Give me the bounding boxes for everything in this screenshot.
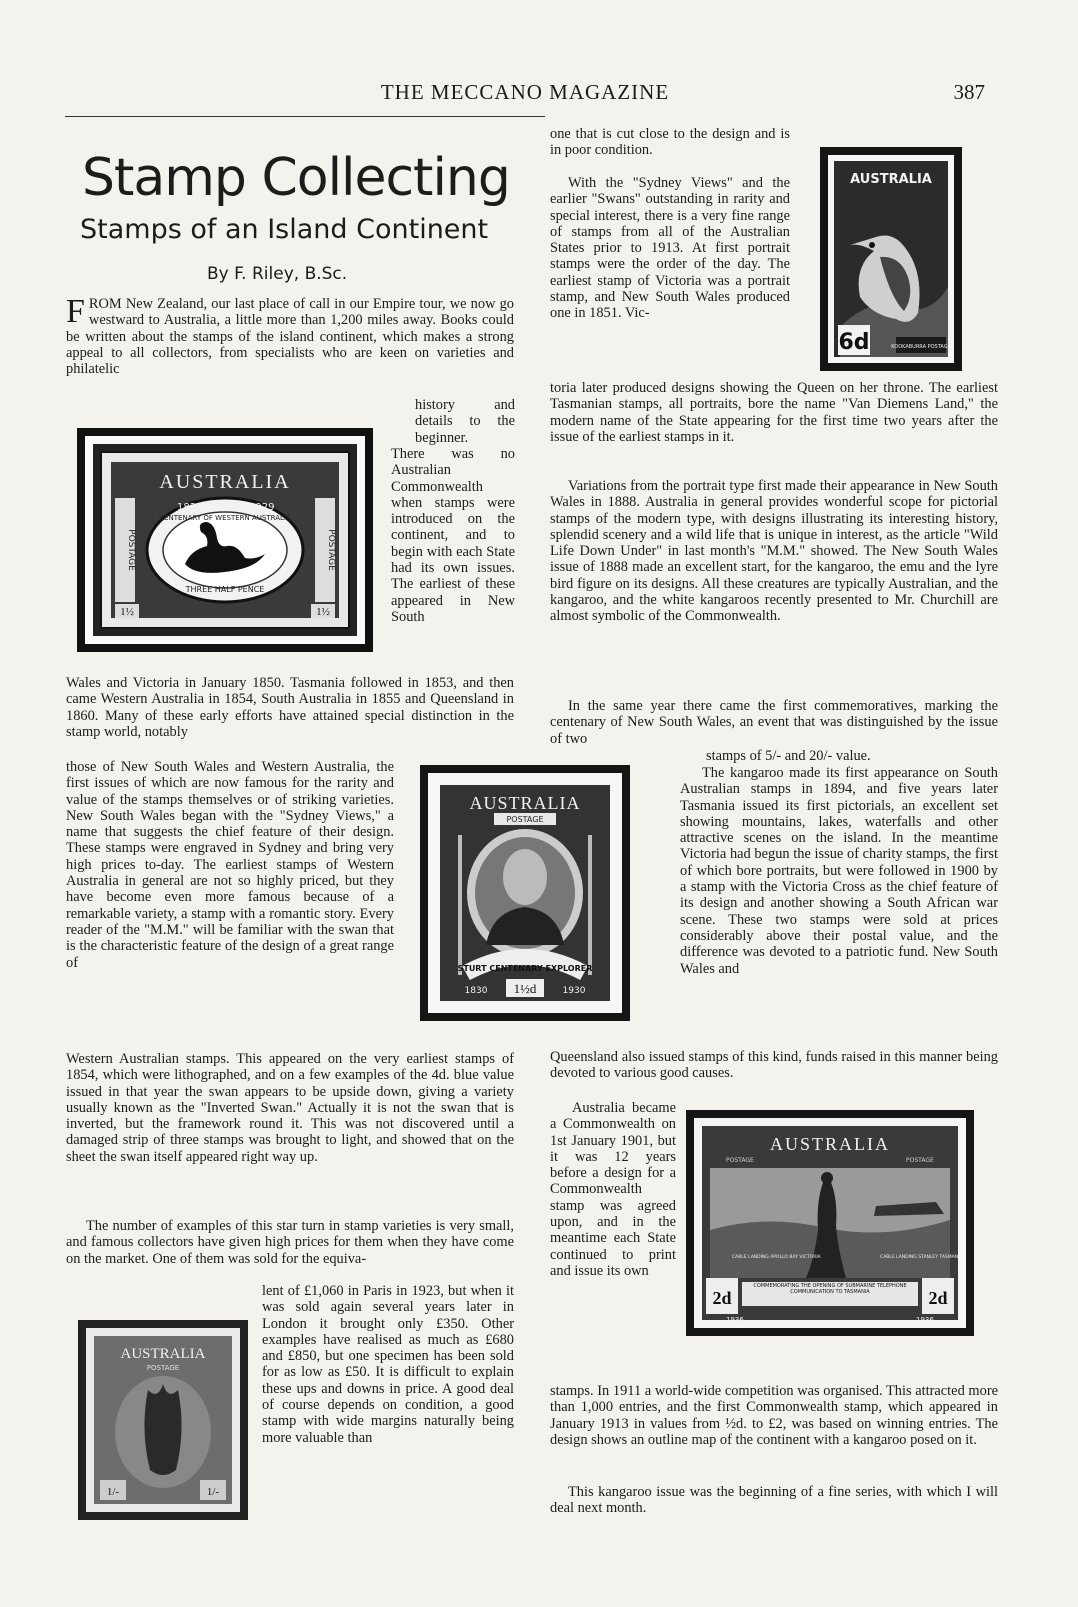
article-byline: By F. Riley, B.Sc. — [207, 264, 348, 284]
paragraph-4: Wales and Victoria in January 1850. Tasmania followed in 1853, and then came Western Australia in 1854, South Australia in 1855 and Queensland in 1860. Many of these early efforts have attained special distinction in the stamp world, notably — [66, 675, 514, 740]
stamp-sturt-year-right: 1930 — [562, 986, 586, 996]
stamp-lyrebird-band: POSTAGE — [146, 1364, 180, 1372]
stamp-swan-right-label: POSTAGE — [326, 529, 336, 571]
stamp-sturt-year-left: 1830 — [464, 986, 488, 996]
stamp-swan-year-right: 1929 — [249, 502, 275, 513]
stamp-swan — [77, 428, 373, 652]
stamp-sturt-band: POSTAGE — [506, 815, 544, 824]
paragraph-6: Western Australian stamps. This appeared on the very earliest stamps of 1854, which were lithographed, and on a few examples of the 4d. blue value issued in that year the swan appears to be upside down, giving a variety usually known as the "Inverted Swan." Actually it is not the swan that is inverted, but the framework round it. This was not discovered until a damaged strip of three stamps was brought to light, and showed that on the sheet the swan itself appeared right way up. — [66, 1051, 514, 1165]
stamp-telephone-year-left: 1936 — [726, 1316, 744, 1324]
stamp-telephone-band-right: POSTAGE — [906, 1157, 934, 1164]
stamp-swan-value-right: 1½ — [316, 606, 330, 618]
paragraph-15: The kangaroo made its first appearance on South Australian stamps in 1894, and five years later Tasmania issued its first pictorials, an excellent set showing mountains, lakes, waterfalls and other attractive scenes on the island. In the meantime Victoria had begun the issue of charity stamps, the first of which bore portraits, but were followed in 1900 by a stamp with the Victoria Cross as the chief feature of its design and another showing a South African war scene. These two stamps were sold at prices considerably above their postal value, and the difference was devoted to a patriotic fund. New South Wales and — [680, 765, 998, 977]
stamp-sturt-country: AUSTRALIA — [469, 793, 581, 813]
stamp-lyrebird-value-left: 1/- — [106, 1486, 120, 1498]
article-title: Stamp Collecting — [82, 148, 510, 208]
stamp-kookaburra-value: 6d — [838, 330, 870, 355]
paragraph-12: Variations from the portrait type first made their appearance in New South Wales in 1888. Australia in general provides wonderful scope for pictorial stamps of the modern type, with designs illustrating its interesting history, splendid scenery and a wild life that is unique in interest, as the article "Wild Life Down Under" in last month's "M.M." showed. The New South Wales issue of 1888 made an excellent start, for the kangaroo, the emu and the lyre bird figure on its designs. All these creatures are typically Australian, and the kangaroo, and the white kangaroos recently presented to Mr. Churchill are almost symbolic of the Commonwealth. — [550, 478, 998, 625]
stamp-telephone-year-right: 1936 — [916, 1316, 934, 1324]
stamp-lyrebird — [78, 1320, 248, 1520]
paragraph-2: history and details to the beginner. — [415, 397, 515, 446]
stamp-telephone-country: AUSTRALIA — [770, 1134, 890, 1154]
stamp-swan-country: AUSTRALIA — [159, 471, 291, 493]
stamp-swan-year-left: 1829 — [177, 502, 203, 513]
paragraph-19: This kangaroo issue was the beginning of a fine series, with which I will deal next month. — [550, 1484, 998, 1517]
paragraph-13: In the same year there came the first commemoratives, marking the centenary of New South Wales, an event that was distinguished by the issue of two — [550, 698, 998, 747]
stamp-telephone-value-right: 2d — [928, 1288, 948, 1308]
paragraph-9: one that is cut close to the design and is in poor condition. — [550, 126, 790, 159]
stamp-swan-left-label: POSTAGE — [126, 529, 136, 571]
lyrebird-icon — [144, 1384, 181, 1475]
paragraph-8: lent of £1,060 in Paris in 1923, but when it was sold again several years later in London it brought only £350. Other examples have realised as much as £680 and £850, but one specimen has been sold for as low as £50. It is difficult to explain these ups and downs in price. A good deal of course depends on condition, a good stamp with wide margins naturally being more valuable than — [262, 1283, 514, 1446]
magazine-title: THE MECCANO MAGAZINE — [380, 80, 670, 104]
stamp-swan-arc-top: CENTENARY OF WESTERN AUSTRALIA — [159, 514, 291, 522]
stamp-lyrebird-value-right: 1/- — [206, 1486, 220, 1498]
stamp-kookaburra — [820, 147, 962, 371]
stamp-kookaburra-label: KOOKABURRA POSTAGE — [891, 344, 951, 350]
header-rule — [65, 116, 545, 117]
stamp-telephone-banner: COMMEMORATING THE OPENING OF SUBMARINE TELEPHONE COMMUNICATION TO TASMANIA — [753, 1283, 907, 1295]
article-subtitle: Stamps of an Island Continent — [80, 214, 489, 245]
paragraph-18: stamps. In 1911 a world-wide competition was organised. This attracted more than 1,000 entries, and the first Commonwealth stamp, which appeared in January 1913 in values from ½d. to £2, was based on winning entries. The design shows an outline map of the continent with a kangaroo posed on it. — [550, 1383, 998, 1448]
stamp-kookaburra-country: AUSTRALIA — [850, 172, 932, 187]
paragraph-7: The number of examples of this star turn in stamp varieties is very small, and famous collectors have given high prices for them when they have come on the market. One of them was sold for the equiva- — [66, 1218, 514, 1267]
stamp-telephone — [686, 1110, 974, 1336]
paragraph-1 — [66, 293, 514, 378]
portrait-icon — [503, 849, 547, 905]
stamp-telephone-label-left: CABLE LANDING APOLLO BAY VICTORIA — [732, 1255, 821, 1260]
stamp-sturt-value: 1½d — [513, 981, 537, 996]
stamp-sturt-arc: STURT CENTENARY EXPLORER — [457, 964, 593, 973]
paragraph-10: With the "Sydney Views" and the earlier "Swans" outstanding in rarity and special interest, there is a very fine range of stamps from all of the Australian States prior to 1913. At first portrait stamps were the order of the day. The earliest stamp of Victoria was a portrait stamp, and New South Wales produced one in 1851. Vic- — [550, 175, 790, 322]
stamp-lyrebird-country: AUSTRALIA — [120, 1346, 206, 1362]
stamp-swan-arc-bottom: THREE HALF PENCE — [185, 585, 265, 594]
paragraph-16: Queensland also issued stamps of this kind, funds raised in this manner being devoted to various good causes. — [550, 1049, 998, 1082]
drop-cap: F — [66, 293, 85, 330]
page-number: 387 — [953, 80, 985, 104]
paragraph-1-text: ROM New Zealand, our last place of call in our Empire tour, we now go westward to Australia, a little more than 1,200 miles away. Books could be written about the stamps of the island continent, which makes a strong appeal to all collectors, from specialists who are keen on varieties and philatelic — [66, 296, 514, 378]
stamp-telephone-band-left: POSTAGE — [726, 1157, 754, 1164]
paragraph-14: stamps of 5/- and 20/- value. — [706, 748, 871, 764]
paragraph-5: those of New South Wales and Western Australia, the first issues of which are now famous for the rarity and value of the stamps themselves or of striking varieties. New South Wales began with the "Sydney Views," a name that suggests the chief feature of their design. These stamps were engraved in Sydney and bring very high prices to-day. The earliest stamps of Western Australia in general are not so highly priced, but they have become even more famous because of a remarkable variety, a stamp with a romantic story. Every reader of the "M.M." will be familiar with the swan that is the characteristic feature of the design of a great range of — [66, 759, 394, 971]
paragraph-11: toria later produced designs showing the Queen on her throne. The earliest Tasmanian stamps, all portraits, bore the name "Van Diemens Land," the modern name of the State appearing for the first time two years after the issue of the earliest stamps in it. — [550, 380, 998, 445]
stamp-swan-value-left: 1½ — [120, 606, 134, 618]
paragraph-17: Australia became a Commonwealth on 1st January 1901, but it was 12 years before a design for a Commonwealth stamp was agreed upon, and in the meantime each State continued to print and issue its own — [550, 1100, 676, 1279]
stamp-telephone-value-left: 2d — [712, 1288, 732, 1308]
paragraph-3: There was no Australian Commonwealth when stamps were introduced on the continent, and to begin with each State had its own issues. The earliest of these appeared in New South — [391, 446, 515, 625]
running-header — [65, 80, 985, 110]
stamp-telephone-label-right: CABLE LANDING STANLEY TASMANIA — [880, 1255, 963, 1260]
stamp-sturt — [420, 765, 630, 1021]
